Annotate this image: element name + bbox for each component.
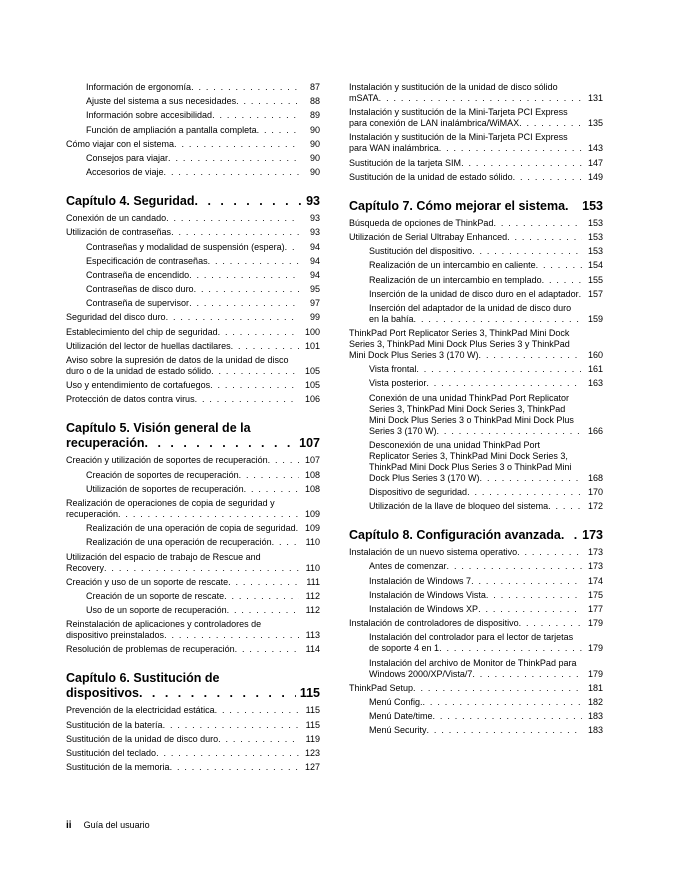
toc-subentry[interactable] <box>349 487 603 498</box>
toc-entry[interactable] <box>349 82 603 104</box>
toc-entry-title: Reinstalación de aplicaciones y controladores de dispositivo preinstalados . . . <box>66 619 299 641</box>
toc-entry-title: Capítulo 5. Visión general de la recuperación . . . <box>66 421 295 451</box>
toc-page-number: 94 <box>309 241 320 252</box>
toc-entry-title: Especificación de contraseñas . . . <box>86 256 299 267</box>
toc-entry[interactable] <box>349 132 603 154</box>
toc-subentry[interactable] <box>66 82 320 93</box>
toc-right-column <box>349 82 603 739</box>
toc-subentry[interactable] <box>349 303 603 325</box>
toc-entry[interactable] <box>66 355 320 377</box>
toc-entry-title: Desconexión de una unidad ThinkPad Port Replicator Series 3, ThinkPad Mini Dock Series 3, ThinkPad Mini Dock Plus Series 3 o ThinkPad Mini Dock Plus Series 3 (170 W) . . . <box>369 440 582 484</box>
toc-entry[interactable] <box>349 158 603 169</box>
toc-entry[interactable] <box>66 213 320 224</box>
toc-subentry[interactable] <box>66 270 320 281</box>
page-footer <box>66 820 150 831</box>
toc-entry-title: Realización de una operación de recuperación . . . <box>86 537 299 548</box>
toc-page-number: 172 <box>587 501 603 512</box>
toc-page-number: 112 <box>305 605 320 616</box>
toc-page-number: 182 <box>587 696 603 707</box>
toc-entry[interactable] <box>66 762 320 773</box>
toc-page-number: 179 <box>587 668 603 679</box>
toc-page-number: 115 <box>305 719 320 730</box>
toc-subentry[interactable] <box>66 298 320 309</box>
toc-entry-title: Contraseña de supervisor . . . <box>86 298 299 309</box>
toc-subentry[interactable] <box>66 110 320 121</box>
toc-page-number: 108 <box>304 483 320 494</box>
toc-page-number: 107 <box>304 455 320 466</box>
toc-page-number: 90 <box>309 167 320 178</box>
toc-page-number: 157 <box>587 288 603 299</box>
toc-subentry[interactable] <box>349 725 603 736</box>
toc-entry[interactable] <box>349 107 603 129</box>
toc-chapter-heading[interactable] <box>66 671 320 701</box>
toc-entry-title: Accesorios de viaje . . . <box>86 167 299 178</box>
toc-entry[interactable] <box>66 552 320 574</box>
toc-page-number: 168 <box>587 472 603 483</box>
toc-entry-title: Realización de un intercambio en caliente . . . <box>369 260 582 271</box>
toc-entry-title: Cómo viajar con el sistema . . . <box>66 139 299 150</box>
toc-entry-title: Instalación de un nuevo sistema operativo . . . <box>349 547 582 558</box>
toc-entry-title: Dispositivo de seguridad . . . <box>369 487 582 498</box>
toc-page-number: 179 <box>587 643 603 654</box>
toc-subentry[interactable] <box>349 576 603 587</box>
toc-entry[interactable] <box>66 394 320 405</box>
toc-entry-title: Instalación del controlador para el lector de tarjetas de soporte 4 en 1 . . . <box>369 632 582 654</box>
toc-entry-title: Utilización del espacio de trabajo de Rescue and Recovery . . . <box>66 552 299 574</box>
toc-entry-title: Información de ergonomía . . . <box>86 82 299 93</box>
toc-entry-title: Búsqueda de opciones de ThinkPad . . . <box>349 218 582 229</box>
footer-label: Guía del usuario <box>83 820 150 830</box>
toc-entry[interactable] <box>66 227 320 238</box>
toc-left-column <box>66 82 320 776</box>
toc-page-number: 89 <box>309 110 320 121</box>
toc-entry[interactable] <box>66 644 320 655</box>
toc-subentry[interactable] <box>66 284 320 295</box>
toc-entry[interactable] <box>349 683 603 694</box>
toc-subentry[interactable] <box>66 125 320 136</box>
toc-page-number: 173 <box>582 528 603 543</box>
toc-subentry[interactable] <box>66 484 320 495</box>
toc-page-number: 123 <box>304 748 320 758</box>
toc-subentry[interactable] <box>349 561 603 572</box>
toc-entry-title: Sustitución de la batería . . . <box>66 720 299 731</box>
toc-chapter-heading[interactable] <box>349 199 603 214</box>
toc-page-number: 174 <box>587 575 603 586</box>
toc-entry-title: Seguridad del disco duro . . . <box>66 312 299 323</box>
toc-page-number: 99 <box>309 312 320 323</box>
toc-entry-title: Prevención de la electricidad estática . . . <box>66 705 299 716</box>
toc-chapter-heading[interactable] <box>66 194 320 209</box>
toc-subentry[interactable] <box>349 632 603 654</box>
toc-entry-title: Creación y utilización de soportes de recuperación . . . <box>66 455 299 466</box>
toc-entry-title: Menú Config. . . . <box>369 697 582 708</box>
toc-entry[interactable] <box>66 312 320 323</box>
toc-page-number: 90 <box>309 124 320 135</box>
toc-entry-title: Instalación del archivo de Monitor de ThinkPad para Windows 2000/XP/Vista/7 . . . <box>369 658 582 680</box>
toc-page-number: 95 <box>309 284 320 295</box>
toc-entry[interactable] <box>66 734 320 745</box>
toc-page-number: 100 <box>304 326 320 337</box>
toc-subentry[interactable] <box>349 393 603 437</box>
toc-entry-title: Menú Date/time . . . <box>369 711 582 722</box>
toc-entry-title: Utilización de contraseñas . . . <box>66 227 299 238</box>
toc-page-number: 183 <box>587 725 603 736</box>
toc-page-number: 173 <box>587 561 603 572</box>
toc-page-number: 183 <box>587 711 603 722</box>
toc-chapter-heading[interactable] <box>349 528 603 543</box>
toc-page-number: 109 <box>304 508 320 519</box>
toc-page-number: 153 <box>587 246 603 257</box>
toc-subentry[interactable] <box>349 364 603 375</box>
toc-entry-title: Información sobre accesibilidad . . . <box>86 110 299 121</box>
toc-entry-title: Sustitución de la unidad de disco duro . . . <box>66 734 299 745</box>
toc-entry[interactable] <box>349 547 603 558</box>
toc-subentry[interactable] <box>66 167 320 178</box>
toc-subentry[interactable] <box>349 501 603 512</box>
toc-page-number: 105 <box>304 366 320 376</box>
toc-entry-title: Ajuste del sistema a sus necesidades . . . <box>86 96 299 107</box>
toc-page-number: 179 <box>587 618 603 629</box>
toc-entry-title: Utilización de Serial Ultrabay Enhanced . . . <box>349 232 582 243</box>
toc-entry-title: Sustitución del dispositivo . . . <box>369 246 582 257</box>
toc-page-number: 87 <box>309 82 320 92</box>
toc-subentry[interactable] <box>66 537 320 548</box>
toc-entry-title: Sustitución de la unidad de estado sólido . . . <box>349 172 582 183</box>
toc-entry-title: Realización de una operación de copia de seguridad . . . <box>86 523 299 534</box>
toc-entry-title: Capítulo 7. Cómo mejorar el sistema . . . <box>349 199 578 214</box>
toc-page-number: 93 <box>309 227 320 238</box>
toc-page-number: 94 <box>309 255 320 266</box>
toc-entry-title: Capítulo 6. Sustitución de dispositivos . . . <box>66 671 296 701</box>
toc-page-number: 149 <box>587 171 603 182</box>
toc-entry-title: Utilización del lector de huellas dactilares . . . <box>66 341 299 352</box>
toc-page-number: 88 <box>309 96 320 107</box>
toc-entry-title: Contraseñas y modalidad de suspensión (espera) . . . <box>86 242 299 253</box>
toc-entry[interactable] <box>66 705 320 716</box>
toc-page-number: 106 <box>304 394 320 405</box>
toc-entry-title: Instalación y sustitución de la Mini-Tarjeta PCI Express para WAN inalámbrica . . . <box>349 132 582 154</box>
toc-page-number: 170 <box>587 487 603 497</box>
toc-page-number: 109 <box>304 523 320 534</box>
toc-entry-title: Vista frontal . . . <box>369 364 582 375</box>
toc-page-number: 173 <box>587 547 603 558</box>
toc-entry-title: Uso de un soporte de recuperación . . . <box>86 605 299 616</box>
toc-entry-title: Uso y entendimiento de cortafuegos . . . <box>66 380 299 391</box>
toc-entry-title: Antes de comenzar . . . <box>369 561 582 572</box>
toc-entry[interactable] <box>349 618 603 629</box>
toc-entry-title: Utilización de la llave de bloqueo del sistema . . . <box>369 501 582 512</box>
toc-page-number: 107 <box>299 436 320 451</box>
toc-subentry[interactable] <box>66 523 320 534</box>
toc-subentry[interactable] <box>66 242 320 253</box>
toc-entry[interactable] <box>349 232 603 243</box>
toc-subentry[interactable] <box>349 289 603 300</box>
toc-entry[interactable] <box>66 455 320 466</box>
toc-page-number: 101 <box>304 340 320 351</box>
toc-entry[interactable] <box>349 218 603 229</box>
toc-page-number: 153 <box>582 198 603 213</box>
toc-page-number: 90 <box>309 152 320 163</box>
toc-subentry[interactable] <box>349 440 603 484</box>
toc-entry-title: Establecimiento del chip de seguridad . . . <box>66 327 299 338</box>
toc-subentry[interactable] <box>349 604 603 615</box>
toc-entry-title: Creación de soportes de recuperación . . . <box>86 470 299 481</box>
toc-entry-title: Resolución de problemas de recuperación . . . <box>66 644 299 655</box>
toc-page-number: 119 <box>305 733 320 744</box>
toc-subentry[interactable] <box>66 605 320 616</box>
toc-page-number: 135 <box>587 118 603 129</box>
toc-subentry[interactable] <box>349 697 603 708</box>
toc-page-number: 153 <box>587 217 603 228</box>
toc-page-number: 127 <box>304 762 320 773</box>
toc-page-number: 94 <box>309 269 320 280</box>
toc-subentry[interactable] <box>349 711 603 722</box>
toc-page-number: 115 <box>305 705 320 716</box>
toc-page-number: 163 <box>587 378 603 389</box>
toc-entry-title: Creación y uso de un soporte de rescate . . . <box>66 577 299 588</box>
toc-page-number: 143 <box>587 143 603 154</box>
toc-subentry[interactable] <box>349 658 603 680</box>
toc-entry-title: Capítulo 4. Seguridad . . . <box>66 194 302 209</box>
toc-page-number: 160 <box>587 350 603 361</box>
toc-entry[interactable] <box>66 139 320 150</box>
toc-page-number: 154 <box>587 260 603 271</box>
toc-page-number: 108 <box>304 469 320 480</box>
toc-entry-title: Instalación de Windows XP . . . <box>369 604 582 615</box>
toc-entry[interactable] <box>66 498 320 520</box>
toc-page-number: 105 <box>304 380 320 391</box>
toc-entry-title: Sustitución de la tarjeta SIM . . . <box>349 158 582 169</box>
toc-entry-title: Inserción de la unidad de disco duro en el adaptador . . . <box>369 289 582 300</box>
toc-entry[interactable] <box>66 748 320 759</box>
toc-page-number: 97 <box>309 298 320 309</box>
toc-entry-title: Instalación de Windows Vista . . . <box>369 590 582 601</box>
toc-subentry[interactable] <box>349 275 603 286</box>
toc-entry[interactable] <box>66 619 320 641</box>
toc-entry-title: Contraseña de encendido . . . <box>86 270 299 281</box>
toc-page-number: 90 <box>309 138 320 149</box>
toc-chapter-heading[interactable] <box>66 421 320 451</box>
toc-subentry[interactable] <box>66 96 320 107</box>
toc-entry[interactable] <box>66 327 320 338</box>
footer-page-number: ii <box>66 820 72 831</box>
toc-entry-title: Instalación y sustitución de la Mini-Tarjeta PCI Express para conexión de LAN inalámbrica/WiMAX . . . <box>349 107 582 129</box>
toc-entry-title: Realización de operaciones de copia de seguridad y recuperación . . . <box>66 498 299 520</box>
toc-entry-title: ThinkPad Setup . . . <box>349 683 582 694</box>
toc-subentry[interactable] <box>66 256 320 267</box>
toc-subentry[interactable] <box>66 591 320 602</box>
toc-entry-title: Instalación de Windows 7 . . . <box>369 576 582 587</box>
toc-page-number: 159 <box>587 313 603 324</box>
toc-page-number: 155 <box>587 274 603 285</box>
toc-subentry[interactable] <box>66 153 320 164</box>
toc-entry-title: Capítulo 8. Configuración avanzada . . . <box>349 528 578 543</box>
toc-entry-title: Conexión de una unidad ThinkPad Port Replicator Series 3, ThinkPad Mini Dock Series 3, ThinkPad Mini Dock Plus Series 3 o ThinkPad Mini Dock Plus Series 3 (170 W) . . . <box>369 393 582 437</box>
toc-entry-title: Conexión de un candado . . . <box>66 213 299 224</box>
toc-page-number: 93 <box>309 213 320 224</box>
toc-subentry[interactable] <box>349 260 603 271</box>
toc-page-number: 153 <box>587 231 603 242</box>
toc-entry-title: Aviso sobre la supresión de datos de la unidad de disco duro o de la unidad de estado sólido . . . <box>66 355 299 377</box>
toc-entry-title: Instalación y sustitución de la unidad de disco sólido mSATA . . . <box>349 82 582 104</box>
toc-entry[interactable] <box>66 577 320 588</box>
toc-entry-title: Sustitución de la memoria . . . <box>66 762 299 773</box>
toc-entry-title: Protección de datos contra virus . . . <box>66 394 299 405</box>
toc-subentry[interactable] <box>66 470 320 481</box>
toc-page-number: 93 <box>306 194 320 209</box>
toc-page-number: 175 <box>587 589 603 600</box>
toc-entry-title: Utilización de soportes de recuperación . . . <box>86 484 299 495</box>
toc-page-number: 115 <box>299 686 320 701</box>
toc-page-number: 166 <box>587 425 603 436</box>
toc-entry-title: Consejos para viajar . . . <box>86 153 299 164</box>
toc-entry-title: ThinkPad Port Replicator Series 3, ThinkPad Mini Dock Series 3, ThinkPad Mini Dock Plus Series 3 y ThinkPad Mini Dock Plus Series 3 (170 W) . . . <box>349 328 582 361</box>
toc-entry[interactable] <box>349 328 603 361</box>
toc-entry[interactable] <box>349 172 603 183</box>
toc-entry[interactable] <box>66 720 320 731</box>
toc-page-number: 177 <box>587 603 603 614</box>
toc-entry-title: Creación de un soporte de rescate . . . <box>86 591 299 602</box>
toc-page-number: 114 <box>305 644 320 655</box>
toc-page-number: 110 <box>305 562 320 573</box>
toc-entry-title: Realización de un intercambio en templado . . . <box>369 275 582 286</box>
toc-entry-title: Sustitución del teclado . . . <box>66 748 299 759</box>
toc-entry-title: Contraseñas de disco duro . . . <box>86 284 299 295</box>
toc-subentry[interactable] <box>349 590 603 601</box>
toc-entry-title: Instalación de controladores de dispositivo . . . <box>349 618 582 629</box>
toc-entry-title: Menú Security . . . <box>369 725 582 736</box>
toc-entry[interactable] <box>66 380 320 391</box>
toc-page-number: 181 <box>587 682 603 693</box>
toc-page-number: 110 <box>305 537 320 548</box>
toc-page-number: 111 <box>306 576 320 587</box>
toc-page-number: 112 <box>305 590 320 601</box>
toc-entry-title: Vista posterior . . . <box>369 378 582 389</box>
toc-subentry[interactable] <box>349 246 603 257</box>
toc-page-number: 147 <box>587 157 603 168</box>
toc-entry[interactable] <box>66 341 320 352</box>
toc-page-number: 161 <box>587 364 603 375</box>
toc-subentry[interactable] <box>349 378 603 389</box>
toc-page-number: 131 <box>587 93 603 103</box>
toc-entry-title: Inserción del adaptador de la unidad de disco duro en la bahía . . . <box>369 303 582 325</box>
toc-page-number: 113 <box>305 630 320 641</box>
toc-entry-title: Función de ampliación a pantalla completa . . . <box>86 125 299 136</box>
